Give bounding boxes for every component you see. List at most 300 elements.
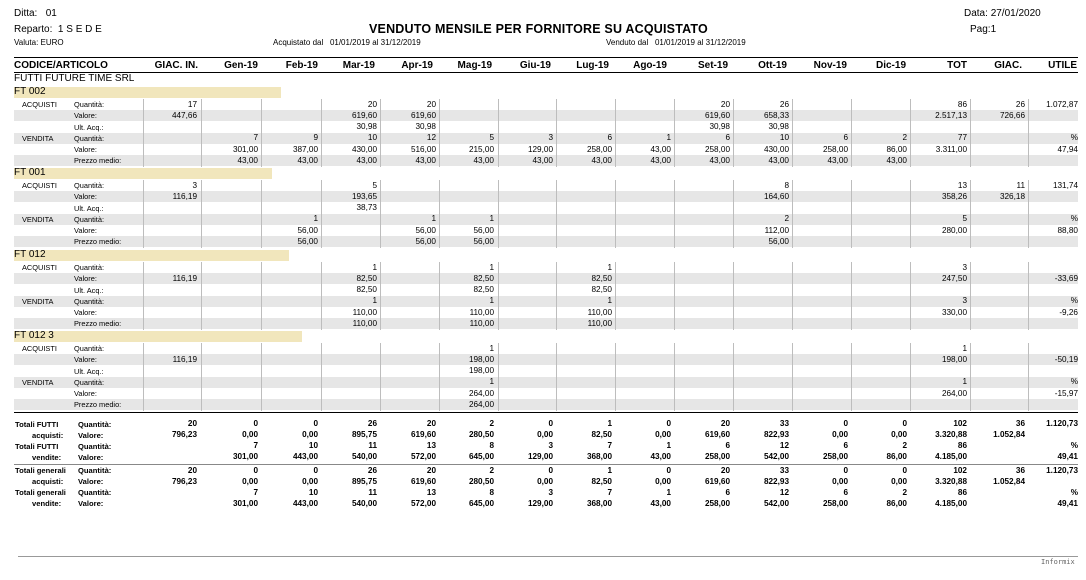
totals-cell: 7 <box>253 441 258 450</box>
reparto-value: 1 S E D E <box>57 24 102 35</box>
article-highlight <box>14 331 302 342</box>
totals-top-rule <box>14 412 1078 413</box>
table-cell: 6 <box>843 133 848 143</box>
totals-cell: % <box>1070 441 1078 450</box>
row-label: Quantità: <box>74 296 104 306</box>
table-cell: 30,98 <box>768 122 789 131</box>
totals-cell: 796,23 <box>171 430 197 439</box>
column-divider <box>674 99 675 167</box>
totals-cell: 0,00 <box>832 430 848 439</box>
totals-cell: 0,00 <box>537 430 553 439</box>
row-band <box>14 377 1078 388</box>
table-cell: -9,26 <box>1059 307 1078 317</box>
table-cell: 43,00 <box>886 155 907 165</box>
table-cell: 1 <box>962 343 967 353</box>
totals-cell: 10 <box>308 441 318 450</box>
totals-cell: 4.185,00 <box>935 452 967 461</box>
column-divider <box>910 180 911 248</box>
column-divider <box>733 99 734 167</box>
totals-cell: 129,00 <box>527 452 553 461</box>
totals-label: Totali generali <box>15 466 66 475</box>
table-cell: 20 <box>720 99 730 109</box>
column-header: Ott-19 <box>758 60 787 71</box>
totals-cell: 8 <box>489 441 494 450</box>
valuta: Valuta: EURO <box>14 38 64 47</box>
column-divider <box>201 180 202 248</box>
totals-cell: 12 <box>779 441 789 450</box>
table-cell: 1 <box>313 214 318 224</box>
row-label: Ult. Acq.: <box>74 203 104 213</box>
row-label: Quantità: <box>74 344 104 353</box>
table-cell: 116,19 <box>172 273 197 283</box>
totals-cell: 619,60 <box>410 476 436 486</box>
table-cell: 198,00 <box>468 354 494 364</box>
totals-cell: 0 <box>313 465 318 475</box>
totals-cell: 102 <box>953 465 967 475</box>
totals-cell: 0 <box>253 465 258 475</box>
table-cell: 247,50 <box>941 273 967 283</box>
table-cell: 8 <box>784 180 789 190</box>
row-label: Valore: <box>74 192 97 202</box>
column-header: UTILE <box>1048 60 1077 71</box>
table-cell: 56,00 <box>768 236 789 246</box>
reparto-label: Reparto: 1 S E D E <box>14 24 102 35</box>
table-cell: 1.072,87 <box>1046 99 1078 109</box>
table-cell: 13 <box>957 180 967 190</box>
totals-cell: 1.052,84 <box>993 476 1025 486</box>
row-label: Valore: <box>74 355 97 365</box>
totals-sublabel: Valore: <box>78 452 104 462</box>
row-label: Prezzo medio: <box>74 319 122 329</box>
table-cell: 447,66 <box>171 110 197 120</box>
totals-cell: 619,60 <box>410 430 436 439</box>
section-label: ACQUISTI <box>22 100 57 109</box>
totals-cell: 8 <box>489 487 494 497</box>
column-divider <box>261 262 262 330</box>
row-label: Valore: <box>74 111 97 121</box>
totals-cell: 542,00 <box>763 452 789 461</box>
section-label: VENDITA <box>22 296 54 306</box>
totals-cell: 129,00 <box>527 498 553 508</box>
table-cell: 516,00 <box>410 144 436 154</box>
table-cell: 5 <box>489 133 494 143</box>
table-cell: 430,00 <box>351 144 377 154</box>
totals-cell: 82,50 <box>591 430 612 439</box>
table-cell: 110,00 <box>587 307 612 317</box>
column-divider <box>851 262 852 330</box>
column-divider <box>1028 262 1029 330</box>
column-divider <box>498 180 499 248</box>
totals-label: acquisti: <box>32 430 64 440</box>
table-cell: 1 <box>431 214 436 224</box>
totals-cell: 6 <box>725 487 730 497</box>
column-divider <box>970 262 971 330</box>
table-cell: 110,00 <box>469 318 494 328</box>
table-cell: 43,00 <box>237 155 258 165</box>
totals-cell: 6 <box>725 441 730 450</box>
section-label: ACQUISTI <box>22 181 57 190</box>
article-code: FT 001 <box>14 167 46 178</box>
row-label: Prezzo medio: <box>74 156 122 166</box>
table-cell: 1 <box>962 377 967 387</box>
totals-cell: 1 <box>666 487 671 497</box>
totals-cell: 0,00 <box>655 430 671 439</box>
column-divider <box>439 180 440 248</box>
totals-cell: 3.320,88 <box>935 430 967 439</box>
table-cell: 301,00 <box>232 144 258 154</box>
totals-cell: 0 <box>313 419 318 428</box>
table-cell: 110,00 <box>352 318 377 328</box>
row-label: Quantità: <box>74 133 104 143</box>
row-label: Valore: <box>74 389 97 398</box>
table-cell: 82,50 <box>591 273 612 283</box>
table-cell: 280,00 <box>941 225 967 235</box>
totals-cell: 619,60 <box>704 476 730 486</box>
column-divider <box>733 262 734 330</box>
column-divider <box>1028 343 1029 411</box>
column-divider <box>851 343 852 411</box>
column-header: Set-19 <box>697 60 728 71</box>
totals-cell: 1.052,84 <box>993 430 1025 439</box>
column-divider <box>556 180 557 248</box>
column-divider <box>1028 99 1029 167</box>
column-divider <box>792 343 793 411</box>
totals-cell: 895,75 <box>351 430 377 439</box>
totals-cell: 258,00 <box>704 498 730 508</box>
column-divider <box>733 180 734 248</box>
totals-cell: 49,41 <box>1057 452 1078 461</box>
table-cell: 12 <box>426 133 436 143</box>
column-divider <box>970 343 971 411</box>
table-cell: 43,00 <box>768 155 789 165</box>
totals-cell: 0 <box>253 419 258 428</box>
table-cell: 10 <box>779 133 789 143</box>
ditta-value: 01 <box>45 8 57 19</box>
table-cell: 86,00 <box>886 144 907 154</box>
column-divider <box>1028 180 1029 248</box>
column-divider <box>674 262 675 330</box>
table-cell: 3 <box>962 296 967 306</box>
totals-cell: 645,00 <box>468 498 494 508</box>
row-band <box>14 296 1078 307</box>
column-header: Giu-19 <box>519 60 551 71</box>
totals-label: acquisti: <box>32 477 64 486</box>
column-header: Lug-19 <box>576 60 609 71</box>
totals-cell: 11 <box>368 487 377 497</box>
totals-cell: 86 <box>957 487 967 497</box>
section-label: ACQUISTI <box>22 344 57 353</box>
column-header: Feb-19 <box>285 60 318 71</box>
column-header: Mag-19 <box>457 60 492 71</box>
column-divider <box>851 180 852 248</box>
totals-cell: 0 <box>666 419 671 428</box>
report-title: VENDUTO MENSILE PER FORNITORE SU ACQUISTATO <box>369 22 708 36</box>
table-cell: 86 <box>957 99 967 109</box>
column-divider <box>321 99 322 167</box>
footer-brand: Informix <box>1041 558 1075 566</box>
row-band <box>14 318 1078 329</box>
table-cell: -33,69 <box>1054 273 1078 283</box>
totals-sublabel: Valore: <box>78 430 104 440</box>
table-cell: 2 <box>784 214 789 224</box>
article-highlight <box>14 168 272 179</box>
totals-cell: 645,00 <box>468 452 494 461</box>
totals-cell: 4.185,00 <box>935 498 967 508</box>
totals-cell: 301,00 <box>232 498 258 508</box>
column-divider <box>615 343 616 411</box>
table-cell: 264,00 <box>941 388 967 398</box>
column-divider <box>380 343 381 411</box>
row-label: Valore: <box>74 274 97 284</box>
table-cell: 258,00 <box>586 144 612 154</box>
totals-cell: 0,00 <box>302 430 318 439</box>
table-cell: 1 <box>666 133 671 143</box>
table-cell: 116,19 <box>172 191 197 201</box>
article-code: FT 012 <box>14 249 46 260</box>
totals-cell: 280,50 <box>468 430 494 439</box>
totals-cell: 3 <box>548 487 553 497</box>
table-cell: 9 <box>313 133 318 143</box>
column-divider <box>143 99 144 167</box>
column-divider <box>674 343 675 411</box>
table-cell: 43,00 <box>650 144 671 154</box>
column-divider <box>674 180 675 248</box>
totals-cell: 0,00 <box>655 476 671 486</box>
acquistato-period: Acquistato dal 01/01/2019 al 31/12/2019 <box>273 38 421 47</box>
totals-sublabel: Quantità: <box>78 441 112 451</box>
totals-divider <box>14 464 1078 465</box>
column-divider <box>439 262 440 330</box>
table-cell: 1 <box>372 262 377 272</box>
totals-cell: 0,00 <box>891 430 907 439</box>
totals-sublabel: Valore: <box>78 499 104 508</box>
table-cell: 129,00 <box>527 144 553 154</box>
totals-cell: 258,00 <box>822 452 848 461</box>
totals-sublabel: Quantità: <box>78 488 112 497</box>
row-band <box>14 133 1078 144</box>
column-divider <box>615 180 616 248</box>
table-cell: % <box>1070 296 1078 306</box>
table-cell: 47,94 <box>1057 144 1078 154</box>
totals-cell: 1 <box>607 465 612 475</box>
table-cell: 619,60 <box>351 110 377 120</box>
table-cell: 43,00 <box>827 155 848 165</box>
table-cell: 5 <box>372 180 377 190</box>
table-cell: 198,00 <box>941 354 967 364</box>
totals-cell: 0 <box>548 419 553 428</box>
table-cell: 43,00 <box>473 155 494 165</box>
table-cell: 131,74 <box>1052 180 1078 190</box>
table-cell: 17 <box>187 99 197 109</box>
table-cell: 358,26 <box>941 191 967 201</box>
totals-cell: 20 <box>187 465 197 475</box>
ditta-label: Ditta: 01 <box>14 8 57 19</box>
article-highlight <box>14 250 289 261</box>
totals-cell: 258,00 <box>822 498 848 508</box>
column-divider <box>615 262 616 330</box>
footer-rule <box>18 556 1078 557</box>
totals-cell: 443,00 <box>292 452 318 461</box>
table-cell: 10 <box>367 133 377 143</box>
totals-cell: 86,00 <box>886 498 907 508</box>
article-highlight <box>14 87 281 98</box>
totals-cell: 6 <box>843 441 848 450</box>
totals-cell: 7 <box>607 487 612 497</box>
table-cell: 1 <box>607 262 612 272</box>
totals-cell: 86 <box>957 441 967 450</box>
column-divider <box>201 99 202 167</box>
supplier-name: FUTTI FUTURE TIME SRL <box>14 73 135 84</box>
column-divider <box>556 343 557 411</box>
totals-label: vendite: <box>32 499 62 508</box>
totals-cell: 20 <box>426 419 436 428</box>
table-cell: 258,00 <box>704 144 730 154</box>
row-label: Ult. Acq.: <box>74 122 104 132</box>
table-cell: 3 <box>962 262 967 272</box>
row-label: Prezzo medio: <box>74 400 122 410</box>
totals-cell: 368,00 <box>586 498 612 508</box>
table-cell: 215,00 <box>468 144 494 154</box>
row-band <box>14 214 1078 225</box>
table-cell: 43,00 <box>591 155 612 165</box>
table-cell: 26 <box>1015 99 1025 109</box>
table-cell: 193,65 <box>351 191 377 201</box>
column-divider <box>143 180 144 248</box>
table-cell: 3 <box>548 133 553 143</box>
totals-cell: 20 <box>720 419 730 428</box>
table-cell: 30,98 <box>415 122 436 131</box>
column-divider <box>910 343 911 411</box>
column-divider <box>498 99 499 167</box>
totals-cell: 2 <box>902 441 907 450</box>
article-code: FT 012 3 <box>14 330 54 341</box>
totals-cell: 49,41 <box>1057 498 1078 508</box>
totals-cell: 20 <box>720 465 730 475</box>
column-divider <box>380 262 381 330</box>
totals-cell: 542,00 <box>763 498 789 508</box>
totals-cell: 26 <box>367 465 377 475</box>
table-cell: 43,00 <box>532 155 553 165</box>
table-cell: 3.311,00 <box>935 144 967 154</box>
totals-cell: 1 <box>666 441 671 450</box>
table-cell: 1 <box>489 214 494 224</box>
column-divider <box>792 99 793 167</box>
table-cell: 726,66 <box>999 110 1025 120</box>
totals-cell: 2 <box>902 487 907 497</box>
table-cell: 88,80 <box>1057 225 1078 235</box>
table-cell: 430,00 <box>763 144 789 154</box>
totals-cell: 10 <box>308 487 318 497</box>
totals-cell: 0,00 <box>832 476 848 486</box>
totals-cell: % <box>1070 487 1078 497</box>
table-cell: 7 <box>253 133 258 143</box>
row-label: Ult. Acq.: <box>74 285 104 295</box>
column-header: TOT <box>947 60 967 71</box>
table-cell: 264,00 <box>468 399 494 409</box>
table-cell: 164,60 <box>763 191 789 201</box>
row-label: Quantità: <box>74 100 104 109</box>
column-divider <box>970 99 971 167</box>
table-cell: 56,00 <box>473 236 494 246</box>
row-band <box>14 236 1078 247</box>
table-cell: 112,00 <box>764 225 789 235</box>
table-cell: 77 <box>957 133 967 143</box>
totals-cell: 796,23 <box>171 476 197 486</box>
totals-cell: 0 <box>843 465 848 475</box>
totals-cell: 6 <box>843 487 848 497</box>
table-cell: 20 <box>367 99 377 109</box>
totals-cell: 1 <box>607 419 612 428</box>
totals-cell: 540,00 <box>351 452 377 461</box>
totals-cell: 572,00 <box>410 452 436 461</box>
totals-cell: 102 <box>953 419 967 428</box>
column-divider <box>143 343 144 411</box>
table-cell: 43,00 <box>356 155 377 165</box>
row-label: Quantità: <box>74 214 104 224</box>
column-header: GIAC. <box>994 60 1022 71</box>
totals-cell: 1.120,73 <box>1046 419 1078 428</box>
row-label: Quantità: <box>74 181 104 190</box>
column-divider <box>261 180 262 248</box>
table-cell: 1 <box>489 377 494 387</box>
row-band <box>14 399 1078 410</box>
totals-cell: 0 <box>902 419 907 428</box>
table-cell: 2 <box>902 133 907 143</box>
column-divider <box>380 99 381 167</box>
row-label: Quantità: <box>74 263 104 272</box>
venduto-period: Venduto dal 01/01/2019 al 31/12/2019 <box>606 38 746 47</box>
totals-cell: 12 <box>779 487 789 497</box>
table-cell: 5 <box>962 214 967 224</box>
totals-label: Totali FUTTI <box>15 419 59 429</box>
table-cell: 82,50 <box>591 285 612 294</box>
table-cell: % <box>1070 214 1078 224</box>
totals-cell: 26 <box>367 419 377 428</box>
totals-cell: 1.120,73 <box>1046 465 1078 475</box>
table-cell: 56,00 <box>297 225 318 235</box>
table-cell: 110,00 <box>587 318 612 328</box>
column-divider <box>321 262 322 330</box>
row-label: Valore: <box>74 308 97 317</box>
column-divider <box>261 343 262 411</box>
table-cell: 38,73 <box>356 203 377 212</box>
table-cell: 198,00 <box>468 366 494 375</box>
totals-cell: 82,50 <box>591 476 612 486</box>
article-code: FT 002 <box>14 86 46 97</box>
section-label: VENDITA <box>22 133 54 143</box>
totals-cell: 0 <box>666 465 671 475</box>
totals-cell: 619,60 <box>704 430 730 439</box>
table-cell: 387,00 <box>292 144 318 154</box>
totals-cell: 3.320,88 <box>935 476 967 486</box>
totals-sublabel: Valore: <box>78 477 104 486</box>
totals-cell: 280,50 <box>468 476 494 486</box>
table-cell: 1 <box>607 296 612 306</box>
column-divider <box>439 343 440 411</box>
totals-cell: 368,00 <box>586 452 612 461</box>
totals-cell: 0 <box>902 465 907 475</box>
table-cell: 2.517,13 <box>935 110 967 120</box>
table-cell: 1 <box>489 262 494 272</box>
table-cell: 26 <box>779 99 789 109</box>
totals-cell: 0,00 <box>891 476 907 486</box>
column-divider <box>851 99 852 167</box>
table-cell: 30,98 <box>709 122 730 131</box>
table-cell: 11 <box>1016 180 1025 190</box>
totals-cell: 7 <box>253 487 258 497</box>
column-divider <box>321 343 322 411</box>
totals-sublabel: Quantità: <box>78 466 112 475</box>
